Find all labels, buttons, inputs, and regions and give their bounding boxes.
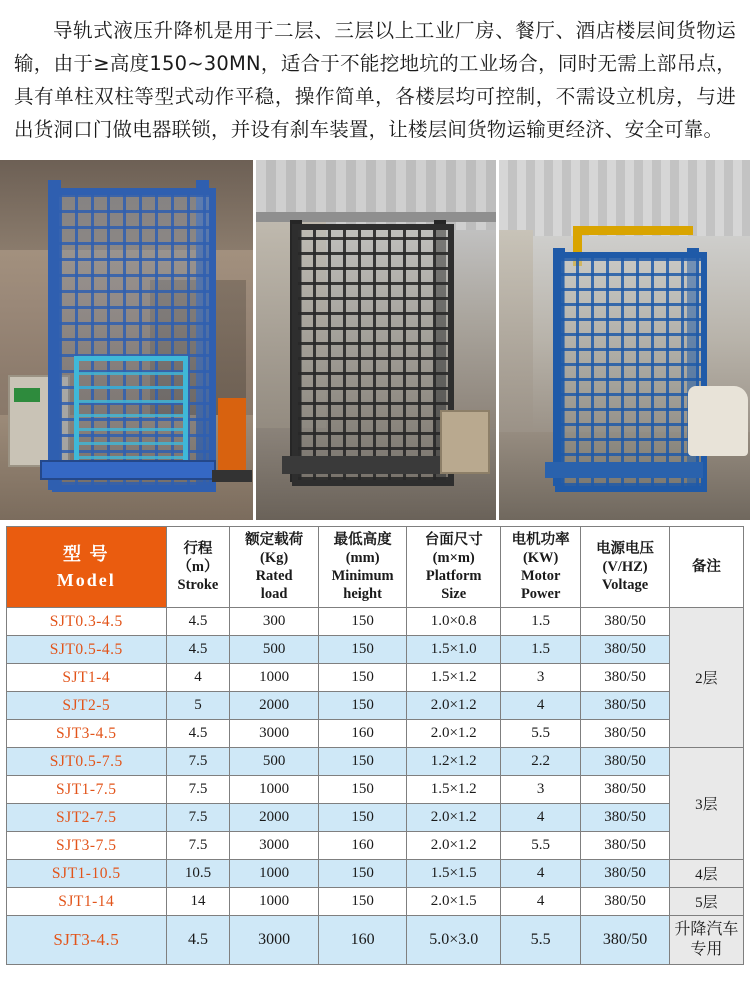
cell-model: SJT0.5-4.5 [7, 636, 167, 664]
cell-voltage: 380/50 [581, 832, 670, 860]
cell-stroke: 4.5 [166, 720, 230, 748]
cell-minheight: 150 [318, 608, 407, 636]
cell-minheight: 150 [318, 748, 407, 776]
cell-load: 3000 [230, 832, 319, 860]
cell-model: SJT2-7.5 [7, 804, 167, 832]
cell-platform: 1.5×1.0 [407, 636, 501, 664]
header-model: 型 号 Model [7, 527, 167, 608]
intro-paragraph: 导轨式液压升降机是用于二层、三层以上工业厂房、餐厅、酒店楼层间货物运输，由于≥高度150~30MN，适合于不能挖地坑的工业场合，同时无需上部吊点，具有单柱双柱等型式动作平稳，操作简单，各楼层均可控制，不需设立机房，与进出货洞口门做电器联锁，并设有刹车装置，让楼层间货物运输更经济、安全可靠。 [14, 19, 736, 141]
photo-black-lift-plant [256, 160, 496, 520]
cell-motor: 4 [501, 888, 581, 916]
crate-decor [440, 410, 490, 474]
header-remark: 备注 [669, 527, 743, 608]
photo-strip [0, 160, 750, 520]
cell-motor: 1.5 [501, 636, 581, 664]
pillar-decor [499, 230, 533, 432]
cell-minheight: 160 [318, 916, 407, 965]
cell-platform: 1.2×1.2 [407, 748, 501, 776]
lift-cage [292, 224, 454, 486]
table-row [7, 748, 744, 776]
cell-minheight: 150 [318, 804, 407, 832]
cell-motor: 1.5 [501, 608, 581, 636]
cell-load: 2000 [230, 692, 319, 720]
cell-load: 3000 [230, 916, 319, 965]
cell-motor: 4 [501, 860, 581, 888]
header-rated-load: 额定载荷 (Kg) Rated load [230, 527, 319, 608]
spec-table-body [7, 608, 744, 965]
cell-remark: 2层 [669, 608, 743, 748]
cell-platform: 1.5×1.2 [407, 776, 501, 804]
cell-load: 1000 [230, 888, 319, 916]
cell-motor: 5.5 [501, 720, 581, 748]
cell-model: SJT2-5 [7, 692, 167, 720]
cell-load: 2000 [230, 804, 319, 832]
cell-stroke: 4.5 [166, 916, 230, 965]
cell-platform: 2.0×1.2 [407, 692, 501, 720]
cell-remark: 4层 [669, 860, 743, 888]
cell-minheight: 160 [318, 832, 407, 860]
cell-voltage: 380/50 [581, 776, 670, 804]
lift-platform [545, 462, 703, 478]
table-row [7, 664, 744, 692]
header-platform-size: 台面尺寸 (m×m) Platform Size [407, 527, 501, 608]
table-row [7, 888, 744, 916]
cell-load: 500 [230, 636, 319, 664]
cell-remark: 升降汽车专用 [669, 916, 743, 965]
cell-stroke: 10.5 [166, 860, 230, 888]
table-row [7, 832, 744, 860]
cell-minheight: 150 [318, 636, 407, 664]
cell-voltage: 380/50 [581, 888, 670, 916]
cell-platform: 1.5×1.2 [407, 664, 501, 692]
cell-load: 1000 [230, 664, 319, 692]
cell-stroke: 14 [166, 888, 230, 916]
cell-minheight: 150 [318, 860, 407, 888]
photo-blue-lift-warehouse [0, 160, 253, 520]
cell-voltage: 380/50 [581, 804, 670, 832]
cell-stroke: 4 [166, 664, 230, 692]
cell-voltage: 380/50 [581, 636, 670, 664]
cell-minheight: 150 [318, 692, 407, 720]
cell-stroke: 7.5 [166, 776, 230, 804]
cell-model: SJT0.5-7.5 [7, 748, 167, 776]
table-row [7, 916, 744, 965]
table-row [7, 720, 744, 748]
table-row [7, 608, 744, 636]
header-minimum-height: 最低高度 (mm) Minimum height [318, 527, 407, 608]
cell-model: SJT1-10.5 [7, 860, 167, 888]
header-voltage: 电源电压 (V/HZ) Voltage [581, 527, 670, 608]
cell-motor: 3 [501, 776, 581, 804]
cell-model: SJT3-4.5 [7, 720, 167, 748]
cell-stroke: 7.5 [166, 748, 230, 776]
cell-remark: 3层 [669, 748, 743, 860]
table-row [7, 776, 744, 804]
cell-minheight: 150 [318, 776, 407, 804]
cell-model: SJT1-7.5 [7, 776, 167, 804]
cell-motor: 4 [501, 804, 581, 832]
photo-blue-cage-outdoor [499, 160, 750, 520]
cell-minheight: 150 [318, 664, 407, 692]
spec-table [6, 526, 744, 965]
roof-decor [499, 160, 750, 236]
table-row [7, 804, 744, 832]
cell-platform: 2.0×1.5 [407, 888, 501, 916]
cell-remark: 5层 [669, 888, 743, 916]
cell-stroke: 5 [166, 692, 230, 720]
cell-stroke: 7.5 [166, 832, 230, 860]
cell-motor: 4 [501, 692, 581, 720]
forklift-decor [218, 398, 246, 472]
cell-voltage: 380/50 [581, 608, 670, 636]
cell-minheight: 150 [318, 888, 407, 916]
cell-load: 3000 [230, 720, 319, 748]
header-motor-power: 电机功率 (KW) Motor Power [501, 527, 581, 608]
cell-load: 1000 [230, 776, 319, 804]
table-row [7, 692, 744, 720]
cell-minheight: 160 [318, 720, 407, 748]
cell-load: 500 [230, 748, 319, 776]
lift-platform [40, 460, 216, 480]
cell-motor: 5.5 [501, 832, 581, 860]
cell-platform: 2.0×1.2 [407, 720, 501, 748]
table-row [7, 860, 744, 888]
cell-stroke: 4.5 [166, 608, 230, 636]
cell-motor: 5.5 [501, 916, 581, 965]
cell-model: SJT1-14 [7, 888, 167, 916]
table-row [7, 636, 744, 664]
cell-platform: 1.0×0.8 [407, 608, 501, 636]
cell-voltage: 380/50 [581, 720, 670, 748]
cell-voltage: 380/50 [581, 664, 670, 692]
lift-cage [555, 252, 707, 492]
cell-model: SJT3-4.5 [7, 916, 167, 965]
cell-voltage: 380/50 [581, 748, 670, 776]
cell-model: SJT0.3-4.5 [7, 608, 167, 636]
cell-platform: 2.0×1.2 [407, 832, 501, 860]
cell-stroke: 4.5 [166, 636, 230, 664]
cell-platform: 2.0×1.2 [407, 804, 501, 832]
cell-platform: 1.5×1.5 [407, 860, 501, 888]
cell-load: 1000 [230, 860, 319, 888]
table-header-row [7, 527, 744, 608]
goods-decor [688, 386, 748, 456]
spec-table-wrapper [0, 520, 750, 965]
cell-model: SJT3-7.5 [7, 832, 167, 860]
cell-motor: 2.2 [501, 748, 581, 776]
cell-stroke: 7.5 [166, 804, 230, 832]
exit-sign-decor [14, 388, 40, 402]
cell-motor: 3 [501, 664, 581, 692]
cell-voltage: 380/50 [581, 692, 670, 720]
header-stroke: 行程 （m） Stroke [166, 527, 230, 608]
lift-platform [282, 456, 450, 474]
cell-voltage: 380/50 [581, 916, 670, 965]
cell-load: 300 [230, 608, 319, 636]
cell-model: SJT1-4 [7, 664, 167, 692]
cell-voltage: 380/50 [581, 860, 670, 888]
cell-platform: 5.0×3.0 [407, 916, 501, 965]
yellow-beam-decor [573, 226, 693, 235]
